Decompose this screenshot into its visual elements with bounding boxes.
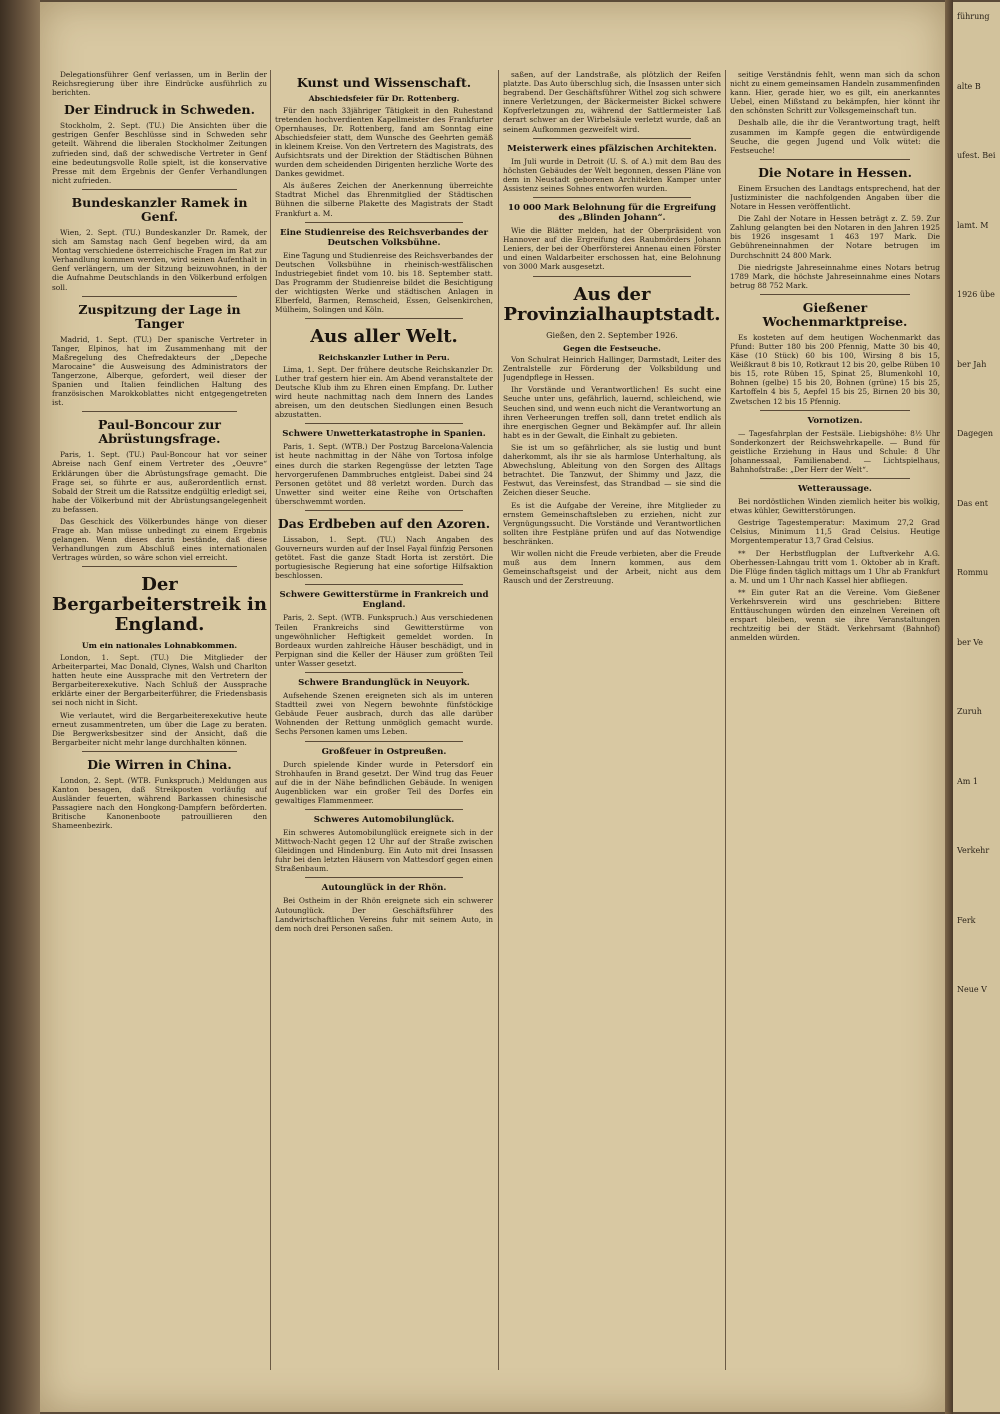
article bbox=[275, 222, 493, 315]
article-headline: Bundeskanzler Ramek in Genf. bbox=[71, 194, 248, 224]
article-headline: Autounglück in der Rhön. bbox=[321, 883, 447, 894]
facing-page-text-fragment: Neue V bbox=[957, 985, 987, 994]
article bbox=[730, 294, 940, 406]
article-headline: Gießener Wochenmarktpreise. bbox=[762, 299, 908, 329]
article-paragraph: London, 2. Sept. (WTB. Funkspruch.) Meldungen aus Kanton besagen, daß Streikposten vorläufig auf Ausländer feuerten, während Barkassen chinesische Passagiere nach den Hongkong-Dampfern beförderten. Britische Kanonenboote patrouillieren den Shameenbezirk. bbox=[52, 775, 267, 831]
column-2 bbox=[275, 70, 493, 1370]
article-separator bbox=[82, 566, 237, 567]
article bbox=[503, 138, 721, 193]
article bbox=[275, 318, 493, 419]
article-headline: Der Bergarbeiterstreik in England. bbox=[52, 574, 267, 636]
article-headline: Der Eindruck in Schweden. bbox=[64, 102, 255, 118]
column-1-intro: Delegationsführer Genf verlassen, um in Berlin der Reichsregierung über ihre Eindrücke ausführlich zu berichten. bbox=[52, 70, 267, 98]
article-separator bbox=[82, 189, 237, 190]
article-headline: Aus aller Welt. bbox=[310, 326, 458, 348]
article-separator bbox=[305, 318, 463, 319]
article-paragraph: Lima, 1. Sept. Der frühere deutsche Reichskanzler Dr. Luther traf gestern hier ein. Am Abend veranstaltete der Deutsche Klub ihm zu Ehren einen Empfang. Dr. Luther wird heute nachmittag nach dem Innern des Landes abreisen, um den deutschen Siedlungen einen Besuch abzustatten. bbox=[275, 364, 493, 420]
article-separator bbox=[533, 138, 691, 139]
facing-page-edge bbox=[953, 2, 1000, 1412]
column-4 bbox=[730, 70, 940, 1370]
article-headline: Zuspitzung der Lage in Tanger bbox=[78, 301, 241, 331]
article-paragraph: Als äußeres Zeichen der Anerkennung überreichte Stadtrat Michel das Ehrenmitglied der Städtischen Bühnen die silberne Plakette des Magistrats der Stadt Frankfurt a. M. bbox=[275, 181, 493, 218]
article-paragraph: Wir wollen nicht die Freude verbieten, aber die Freude muß aus dem Innern kommen, aus dem Gemeinschaftsgeist und der Arbeit, nicht aus dem Rausch und der Zerstreuung. bbox=[503, 548, 721, 586]
article-paragraph: Von Schulrat Heinrich Hallinger, Darmstadt, Leiter des Zentralstelle zur Förderung der Volksbildung und Jugendpflege in Hessen. bbox=[503, 355, 721, 383]
book-binding bbox=[0, 0, 40, 1414]
column-3 bbox=[503, 70, 721, 1370]
article-separator bbox=[82, 411, 237, 412]
article-dateline: Gießen, den 2. September 1926. bbox=[546, 330, 678, 340]
article-subheadline: Um ein nationales Lohnabkommen. bbox=[81, 641, 238, 651]
page-gutter bbox=[945, 0, 953, 1414]
article bbox=[275, 877, 493, 932]
article-paragraph: Stockholm, 2. Sept. (TU.) Die Ansichten über die gestrigen Genfer Beschlüsse sind in Schweden sehr geteilt. Während die liberalen Stockholmer Zeitungen zufrieden sind, daß der schwedische Vertreter in Genf eine bedeutungsvolle Rolle spielt, ist die konservative Presse mit dem Ergebnis der Genfer Verhandlungen nicht zufrieden. bbox=[52, 121, 267, 185]
facing-page-text-fragment: Zuruh bbox=[957, 707, 982, 716]
column-1-articles bbox=[52, 103, 267, 830]
facing-page-text-fragment: Rommu bbox=[957, 568, 989, 577]
article bbox=[275, 809, 493, 873]
article bbox=[503, 276, 721, 586]
article-separator bbox=[82, 296, 237, 297]
article-headline: Kunst und Wissenschaft. bbox=[296, 75, 472, 90]
column-1 bbox=[52, 70, 267, 1370]
article-headline: Die Wirren in China. bbox=[87, 756, 232, 772]
article-paragraph: Es kosteten auf dem heutigen Wochenmarkt das Pfund: Butter 180 bis 200 Pfennig, Matte 30 bis 40, Käse (10 Stück) 60 bis 100, Wirsing 8 bis 15, Weißkraut 8 bis 10, Rotkraut 12 bis 20, gelbe Rüben 10 bis 15, rote Rüben 15, Spinat 25, Blumenkohl 10, Bohnen (gelbe) 15 bis 20, Bohnen (grüne) 15 bis 25, Kartoffeln 4 bis 5, Aepfel 15 bis 25, Birnen 20 bis 30, Zwetschen 12 bis 15 Pfennig. bbox=[730, 332, 940, 406]
article-subheadline: Reichskanzler Luther in Peru. bbox=[318, 353, 450, 363]
article bbox=[503, 70, 721, 134]
article-headline: Schwere Unwetterkatastrophe in Spanien. bbox=[282, 429, 486, 440]
article-paragraph: Die niedrigste Jahreseinnahme eines Notars betrug 1789 Mark, die höchste Jahreseinnahme eines Notars betrug 88 752 Mark. bbox=[730, 262, 940, 290]
facing-page-fragments bbox=[953, 12, 1000, 995]
article-paragraph: Einem Ersuchen des Landtags entsprechend, hat der Justizminister die nachfolgenden Angaben über die Notare in Hessen veröffentlicht. bbox=[730, 183, 940, 212]
article-separator bbox=[760, 159, 910, 160]
column-3-articles bbox=[503, 70, 721, 585]
article bbox=[730, 478, 940, 545]
article-paragraph: ** Ein guter Rat an die Vereine. Vom Gießener Verkehrsverein wird uns geschrieben: Bittere Enttäuschungen würden den einzelnen Vereinen oft erspart bleiben, wenn sie ihre Veranstaltungen rechtzeitig bei der Städt. Verkehrsamt (Bahnhof) anmelden würden. bbox=[730, 587, 940, 643]
article-headline: Das Erdbeben auf den Azoren. bbox=[277, 516, 491, 531]
article-headline: Wetteraussage. bbox=[798, 484, 872, 495]
facing-page-text-fragment: führung bbox=[957, 12, 990, 21]
article-paragraph: Paris, 2. Sept. (WTB. Funkspruch.) Aus verschiedenen Teilen Frankreichs sind Gewitterstürme von ungewöhnlicher Heftigkeit gemeldet worden. In Bordeaux wurden zahlreiche Häuser beschädigt, und in Perpignan sind die Keller der Häuser zum größten Teil unter Wasser gesetzt. bbox=[275, 613, 493, 668]
article-separator bbox=[305, 423, 463, 424]
article-paragraph: Ihr Vorstände und Verantwortlichen! Es sucht eine Seuche unter uns, gefährlich, lauernd, schleichend, wie Seuchen sind, und wenn euch nicht die Verantwortung an ihren Verheerungen treffen soll, dann tretet endlich als ihre energischen Gegner und Bekämpfer auf. Ihr allein habt es in der Gewalt, die Einhalt zu gebieten. bbox=[503, 385, 721, 440]
article-headline: Meisterwerk eines pfälzischen Architekten. bbox=[507, 143, 717, 154]
facing-page-text-fragment: ber Jah bbox=[957, 359, 987, 369]
article-paragraph: — Tagesfahrplan der Festsäle. Liebigshöhe: 8½ Uhr Sonderkonzert der Reichswehrkapelle. — Bund für geistliche Erziehung in Haus und Schule: 8 Uhr Johannessaal, Familienabend. — Lichtspielhaus, Bahnhofstraße: „Der Herr der Welt“. bbox=[730, 428, 940, 474]
article-separator bbox=[305, 584, 463, 585]
article-headline: Schweres Automobilunglück. bbox=[313, 814, 455, 825]
facing-page-text-fragment: ber Ve bbox=[957, 637, 983, 647]
article-separator bbox=[305, 877, 463, 878]
article bbox=[275, 76, 493, 218]
article bbox=[275, 584, 493, 668]
article-paragraph: Paris, 1. Sept. (TU.) Paul-Boncour hat vor seiner Abreise nach Genf einem Vertreter des „Oeuvre“ Erklärungen über die Abrüstungsfrage gemacht. Die Frage sei, so führte er aus, außerordentlich ernst. Sobald der Streit um die Ratssitze endgültig erledigt sei, habe der Völkerbund mit der Abrüstungsangelegenheit zu befassen. bbox=[52, 450, 267, 514]
article bbox=[275, 423, 493, 506]
article-paragraph: Sie ist um so gefährlicher, als sie lustig und bunt daherkommt, als ihr sie als harmlose Unterhaltung, als Abwechslung, Ableitung von den Sorgen des Alltags betrachtet. Die Tanzwut, der Shimmy und Jazz, die Festwut, das Vereinsfest, das Strandbad — sie sind die Zeichen dieser Seuche. bbox=[503, 442, 721, 498]
article bbox=[730, 410, 940, 474]
article-paragraph: Wie die Blätter melden, hat der Oberpräsident von Hannover auf die Ergreifung des Raubmörders Johann Leniers, der bei der Oberförsterei Annenau einen Förster und einen Waldarbeiter erschossen hat, eine Belohnung von 3000 Mark ausgesetzt. bbox=[503, 226, 721, 272]
facing-page-text-fragment: alte B bbox=[957, 81, 981, 91]
article-headline: Die Notare in Hessen. bbox=[758, 164, 912, 180]
facing-page-text-fragment: lamt. M bbox=[957, 220, 989, 230]
article-paragraph: Gestrige Tagestemperatur: Maximum 27,2 Grad Celsius, Minimum 11,5 Grad Celsius. Heutige Morgentemperatur 13,7 Grad Celsius. bbox=[730, 518, 940, 546]
article-paragraph: Wie verlautet, wird die Bergarbeiterexekutive heute erneut zusammentreten, um über die Lage zu beraten. Die Bergwerksbesitzer sind der Ansicht, daß die Bergarbeiter nicht mehr lange durchhalten können. bbox=[52, 710, 267, 747]
article-paragraph: Lissabon, 1. Sept. (TU.) Nach Angaben des Gouverneurs wurden auf der Insel Fayal fünfzig Personen getötet. Fast die ganze Stadt Horta ist zerstört. Die portugiesische Regierung hat eine sofortige Hilfsaktion beschlossen. bbox=[275, 535, 493, 581]
article-separator bbox=[305, 809, 463, 810]
article-paragraph: Bei nordöstlichen Winden ziemlich heiter bis wolkig, etwas kühler, Gewitterstörungen. bbox=[730, 497, 940, 516]
article bbox=[275, 510, 493, 580]
article bbox=[503, 197, 721, 271]
article-paragraph: Im Juli wurde in Detroit (U. S. of A.) mit dem Bau des höchsten Gebäudes der Welt begonnen, dessen Pläne von dem in Neustadt geborenen Architekten Kamper unter Assistenz seines Sohnes entworfen wurden. bbox=[503, 156, 721, 193]
article bbox=[52, 296, 267, 408]
article-subheadline: Gegen die Festseuche. bbox=[563, 343, 661, 353]
article-paragraph: Bei Ostheim in der Rhön ereignete sich ein schwerer Autounglück. Der Geschäftsführer des Landwirtschaftlichen Vereins fuhr mit seinem Auto, in dem noch drei Personen saßen. bbox=[275, 896, 493, 933]
column-2-articles bbox=[275, 76, 493, 933]
article-headline: 10 000 Mark Belohnung für die Ergreifung des „Blinden Johann“. bbox=[508, 203, 716, 224]
article-separator bbox=[533, 276, 691, 277]
article-headline: Vornotizen. bbox=[807, 415, 863, 426]
article-paragraph: Das Geschick des Völkerbundes hänge von dieser Frage ab. Man müsse unbedingt zu einem Ergebnis gelangen. Wenn dieses darin bestände, daß diese Verhandlungen zum Abschluß eines internationalen Vertrages würden, so wäre schon viel erreicht. bbox=[52, 517, 267, 563]
article bbox=[52, 189, 267, 292]
facing-page-text-fragment: 1926 übe bbox=[957, 290, 995, 299]
column-4-articles bbox=[730, 70, 940, 643]
facing-page-text-fragment: Ferk bbox=[957, 915, 976, 925]
article-paragraph: Madrid, 1. Sept. (TU.) Der spanische Vertreter in Tanger, Elpinos, hat im Zusammenhang mit der Maßregelung des Chefredakteurs der „Depeche Marocaine“ die Ausweisung des Administrators der Tangerzone, Alberque, gefordert, weil dieser der Spanien und Italien feindlichen Haltung des französischen Marokkoblattes nicht entgegengetreten ist. bbox=[52, 334, 267, 408]
article-paragraph: Eine Tagung und Studienreise des Reichsverbandes der Deutschen Volksbühne in rheinisch-westfälischen Industriegebiet findet vom 10. bis 18. September statt. Das Programm der Studienreise bildet die Besichtigung der wichtigsten Werke und städtischen Anlagen in Elberfeld, Barmen, Remscheid, Essen, Gelsenkirchen, Mülheim, Solingen und Köln. bbox=[275, 250, 493, 315]
column-rule bbox=[725, 70, 726, 1370]
article-paragraph: Aufsehende Szenen ereigneten sich als im unteren Stadtteil zwei von Negern bewohnte fünfstöckige Gebäude Feuer ausbrach, durch das alle darüber Wohnenden der Rettung unmöglich gemacht wurde. Sechs Personen kamen ums Leben. bbox=[275, 691, 493, 737]
article-paragraph: Wien, 2. Sept. (TU.) Bundeskanzler Dr. Ramek, der sich am Samstag nach Genf begeben wird, da am Montag verschiedene österreichische Fragen im Rat zur Verhandlung kommen werden, wird seinen Aufenthalt in Genf verlängern, um der Sitzung beizuwohnen, in der die Aufnahme Deutschlands in den Völkerbund erfolgen soll. bbox=[52, 227, 267, 292]
article-paragraph: Durch spielende Kinder wurde in Petersdorf ein Strohhaufen in Brand gesetzt. Der Wind trug das Feuer auf die in der Nähe befindlichen Gebäude. In wenigen Augenblicken war ein großer Teil des Dorfes ein gewaltiges Flammenmeer. bbox=[275, 759, 493, 805]
article bbox=[52, 566, 267, 746]
article bbox=[52, 103, 267, 185]
facing-page-text-fragment: Am 1 bbox=[957, 776, 978, 786]
article-separator bbox=[305, 741, 463, 742]
article-separator bbox=[82, 751, 237, 752]
article bbox=[730, 70, 940, 155]
article-paragraph: Die Zahl der Notare in Hessen beträgt z. Z. 59. Zur Zahlung gelangten bei den Notaren in den Jahren 1925 bis 1926 insgesamt 1 463 197 Mark. Die Gebühreneinnahmen der Notare betrugen im Durchschnitt 24 800 Mark. bbox=[730, 214, 940, 260]
article-paragraph: saßen, auf der Landstraße, als plötzlich der Reifen platzte. Das Auto überschlug sich, die Insassen unter sich begrabend. Der Geschäftsführer Withel zog sich schwere innere Verletzungen, der Bäckermeister Bickel schwere Kopfverletzungen zu, während der Sattlermeister Laß derart schwer an der Wirbelsäule verletzt wurde, daß an seinem Aufkommen gezweifelt wird. bbox=[503, 70, 721, 134]
article-headline: Aus der Provinzialhauptstadt. bbox=[503, 283, 721, 325]
article-paragraph: Deshalb alle, die ihr die Verantwortung tragt, helft zusammen im Kampfe gegen die entwürdigende Seuche, die gegen Jugend und Volk wütet: die Festseuche! bbox=[730, 118, 940, 155]
article-headline: Großfeuer in Ostpreußen. bbox=[321, 746, 447, 757]
article-headline: Eine Studienreise des Reichsverbandes der Deutschen Volksbühne. bbox=[279, 227, 489, 248]
article-separator bbox=[760, 294, 910, 295]
article-separator bbox=[305, 510, 463, 511]
article-headline: Schwere Gewitterstürme in Frankreich und England. bbox=[279, 590, 489, 611]
article-headline: Schwere Brandunglück in Neuyork. bbox=[298, 678, 470, 689]
column-rule bbox=[498, 70, 499, 1370]
article bbox=[52, 411, 267, 562]
article bbox=[730, 549, 940, 643]
column-rule bbox=[270, 70, 271, 1370]
article-separator bbox=[305, 672, 463, 673]
article-paragraph: Paris, 1. Sept. (WTB.) Der Postzug Barcelona-Valencia ist heute nachmittag in der Nähe von Tortosa infolge eines durch die starken Regengüsse der letzten Tage hervorgerufenen Dammbruches entgleist. Dabei sind 24 Personen getötet und 88 verletzt worden. Durch das Unwetter sind weiter eine Reihe von Ortschaften überschwemmt worden. bbox=[275, 442, 493, 506]
article-paragraph: ** Der Herbstflugplan der Luftverkehr A.G. Oberhessen-Lahngau tritt vom 1. Oktober ab in Kraft. Die Flüge finden täglich mittags um 1 Uhr ab Frankfurt a. M. und um 1 Uhr nach Kassel hier abfliegen. bbox=[730, 548, 940, 585]
article-paragraph: seitige Verständnis fehlt, wenn man sich da schon nicht zu einem gemeinsamen Handeln zusammenfinden kann. Hier, gerade hier, wo es gilt, ein anerkanntes Uebel, einen Mißstand zu bekämpfen, hier könnt ihr den schönsten Schritt zur Volksgemeinschaft tun. bbox=[730, 70, 940, 116]
article-paragraph: Ein schweres Automobilunglück ereignete sich in der Mittwoch-Nacht gegen 12 Uhr auf der Straße zwischen Gleidingen und Hindenburg. Ein Auto mit drei Insassen fuhr bei den letzten Häusern von Mattesdorf gegen einen Straßenbaum. bbox=[275, 827, 493, 874]
article-separator bbox=[533, 197, 691, 198]
article-paragraph: London, 1. Sept. (TU.) Die Mitglieder der Arbeiterpartei, Mac Donald, Clynes, Walsh und Charlton hatten heute eine Aussprache mit den Vertretern der Bergarbeiterexekutive. Nach Schluß der Aussprache erklärte einer der Bergarbeiterführer, die Friedensbasis sei noch nicht in Sicht. bbox=[52, 652, 267, 708]
article bbox=[275, 741, 493, 805]
facing-page-text-fragment: ufest. Bei bbox=[957, 151, 996, 160]
article bbox=[275, 672, 493, 736]
facing-page-text-fragment: Das ent bbox=[957, 498, 988, 508]
article-headline: Paul-Boncour zur Abrüstungsfrage. bbox=[98, 417, 221, 447]
article-paragraph: Es ist die Aufgabe der Vereine, ihre Mitglieder zu ernstem Gemeinschaftsleben zu erziehen, nicht zur Vergnügungssucht. Die Vorstände und Verantwortlichen sollten ihre Festpläne prüfen und auf das Notwendige beschränken. bbox=[503, 500, 721, 546]
article-separator bbox=[760, 478, 910, 479]
article-subheadline: Abschiedsfeier für Dr. Rottenberg. bbox=[308, 94, 460, 103]
facing-page-text-fragment: Verkehr bbox=[957, 846, 990, 855]
article-paragraph: Für den nach 33jähriger Tätigkeit in den Ruhestand tretenden hochverdienten Kapellmeister des Frankfurter Opernhauses, Dr. Rottenberg, fand am Sonntag eine Abschiedsfeier statt, dem Wunsche des Geehrten gemäß in kleinem Kreise. Von den Vertretern des Magistrats, des Aufsichtsrats und der Direktion der Städtischen Bühnen wurden dem scheidenden Dirigenten herzliche Worte des Dankes gewidmet. bbox=[275, 105, 493, 179]
article bbox=[730, 159, 940, 290]
article-separator bbox=[305, 222, 463, 223]
article bbox=[52, 751, 267, 831]
article-separator bbox=[760, 410, 910, 411]
facing-page-text-fragment: Dagegen bbox=[957, 429, 994, 438]
